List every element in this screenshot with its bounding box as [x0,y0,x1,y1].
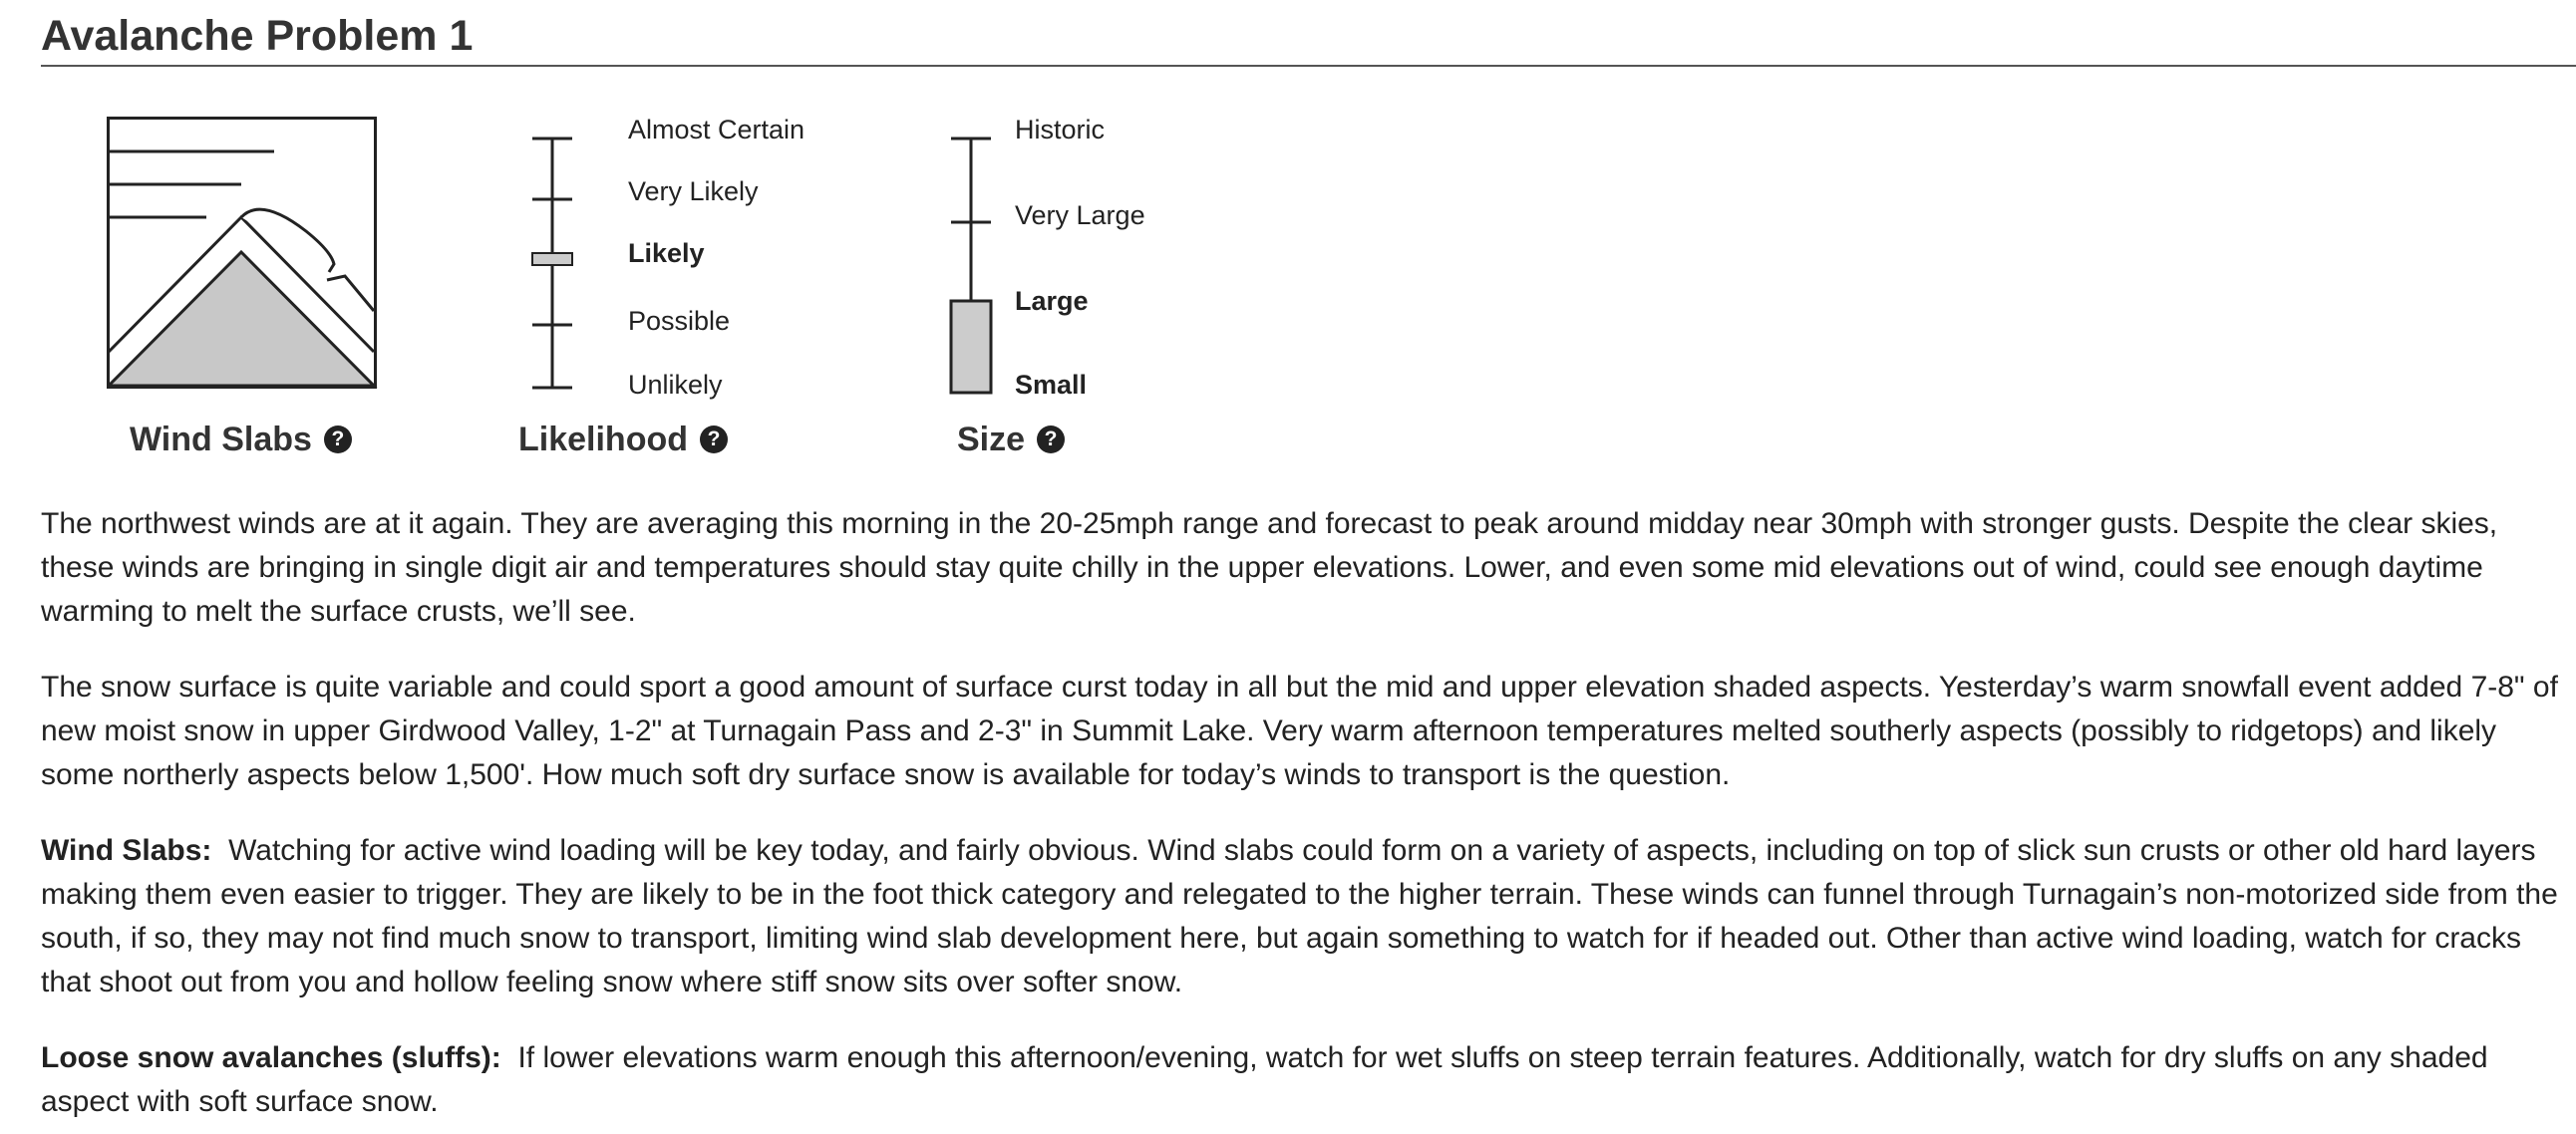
discussion-paragraph-2: The snow surface is quite variable and could sport a good amount of surface curst today in all but the mid and upper elevation shaded aspects. Yesterday’s warm snowfall event added 7-8" of new moist snow in upper Girdwood Valley, 1-2" at Turnagain Pass and 2-3" in Summit Lake. Very warm afternoon temperatures melted southerly aspects (possibly to ridgetops) and likely some northerly aspects below 1,500'. How much soft dry surface snow is available for today’s winds to transport is the question. [41,671,2558,791]
problem-type-caption [130,418,352,461]
size-help-icon[interactable]: ? [1037,425,1065,453]
likelihood-label-likely: Likely [628,238,705,268]
likelihood-label-possible: Possible [628,306,731,336]
size-caption [957,418,1065,461]
loose-snow-heading: Loose snow avalanches (sluffs): [41,1041,501,1074]
likelihood-label-very-likely: Very Likely [628,176,759,206]
discussion-paragraph-1: The northwest winds are at it again. They are averaging this morning in the 20-25mph range and forecast to peak around midday near 30mph with stronger gusts. Despite the clear skies, these winds are bringing in single digit air and temperatures should stay quite chilly in the upper elevations. Lower, and even some mid elevations out of wind, could see enough daytime warming to melt the surface crusts, we’ll see. [41,507,2498,628]
wind-slab-icon [107,117,378,391]
size-caption-label: Size [957,421,1026,458]
title-divider [41,65,2576,67]
size-scale-graphic [947,137,995,396]
size-label-very-large: Very Large [1015,200,1145,230]
likelihood-label-almost-certain: Almost Certain [628,115,805,144]
discussion-paragraph-4 [41,1036,2573,1124]
problem-type-help-icon[interactable]: ? [324,425,352,453]
loose-snow-text: If lower elevations warm enough this afternoon/evening, watch for wet sluffs on steep terrain features. Additionally, watch for dry sluffs on any shaded aspect with soft surface snow. [41,1041,2488,1118]
likelihood-scale-graphic [528,137,576,391]
size-label-small: Small [1015,370,1088,400]
discussion-paragraph-3 [41,829,2573,1004]
size-range-bar [951,301,991,393]
problem-type-label: Wind Slabs [130,421,312,458]
likelihood-marker [532,253,572,265]
likelihood-help-icon[interactable]: ? [700,425,728,453]
size-label-large: Large [1015,286,1089,316]
likelihood-caption-label: Likelihood [518,421,688,458]
wind-slabs-heading: Wind Slabs: [41,834,212,867]
likelihood-label-unlikely: Unlikely [628,370,723,400]
wind-slabs-text: Watching for active wind loading will be key today, and fairly obvious. Wind slabs could form on a variety of aspects, including on top of slick sun crusts or other old hard layers making them even easier to trigger. They are likely to be in the foot thick category and relegated to the higher terrain. These winds can funnel through Turnagain’s non-motorized side from the south, if so, they may not find much snow to transport, limiting wind slab development here, but again something to watch for if headed out. Other than active wind loading, watch for cracks that shoot out from you and hollow feeling snow where stiff snow sits over softer snow. [41,834,2558,998]
page-title: Avalanche Problem 1 [41,12,474,60]
likelihood-caption [518,418,728,461]
size-label-historic: Historic [1015,115,1106,144]
